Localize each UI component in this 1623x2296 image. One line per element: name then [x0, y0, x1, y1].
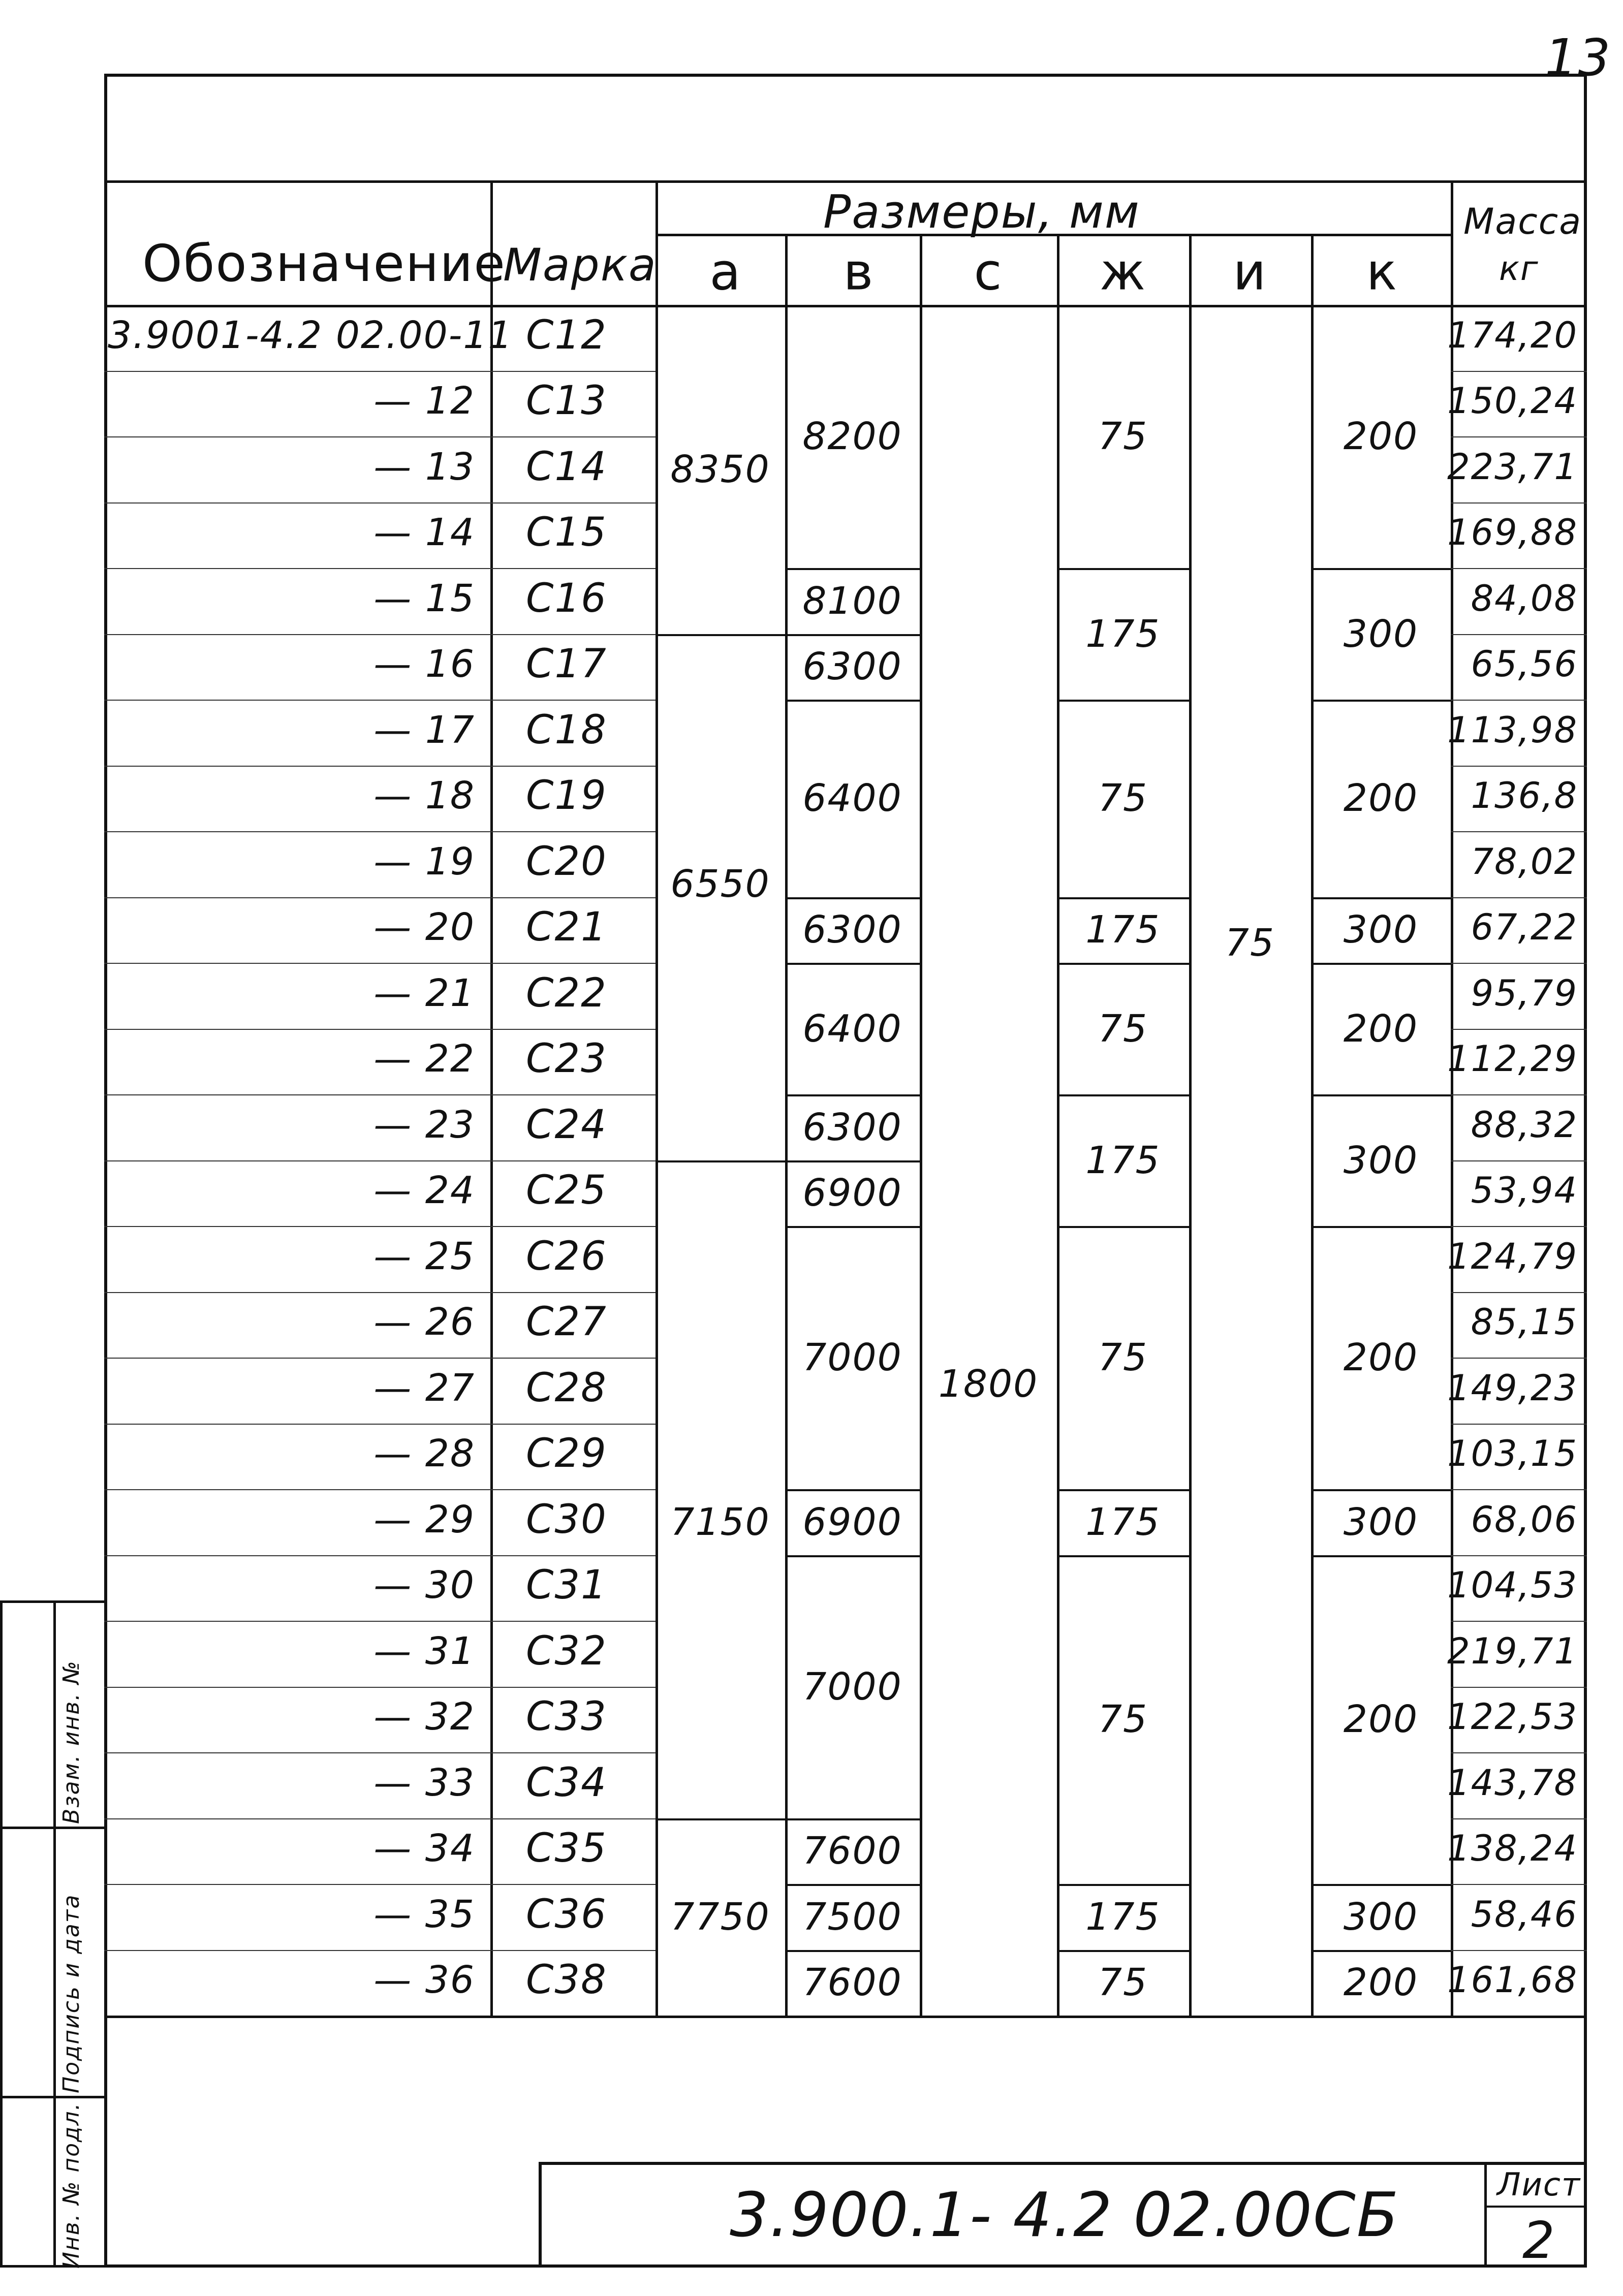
mark-cell: С25 [526, 1168, 607, 1214]
row-line-mark [490, 634, 656, 635]
row-line-mark [490, 1226, 656, 1227]
size-zh-value: 175 [1085, 1500, 1161, 1544]
row-line-designation [104, 1424, 490, 1425]
row-line-mark [490, 1818, 656, 1819]
row-line-designation [104, 436, 490, 437]
mark-cell: С33 [526, 1694, 607, 1740]
mass-cell: 138,24 [1447, 1828, 1578, 1870]
mass-cell: 136,8 [1471, 775, 1578, 817]
designation-cell: — 18 [373, 774, 475, 818]
row-line-designation [104, 1687, 490, 1688]
mark-cell: С16 [526, 575, 607, 621]
designation-cell: — 21 [373, 971, 475, 1015]
size-k-value: 200 [1343, 1336, 1419, 1379]
mark-cell: С17 [526, 641, 607, 687]
row-line-designation [104, 1818, 490, 1819]
size-i-value: 75 [1225, 921, 1275, 965]
size-zh-value: 175 [1085, 1138, 1161, 1182]
designation-cell: — 14 [373, 511, 475, 555]
size-zh-value: 175 [1085, 908, 1161, 952]
row-line-designation [104, 1094, 490, 1095]
row-line-mark [490, 1029, 656, 1030]
merge-line-zh [1057, 700, 1189, 702]
size-a-value: 7750 [670, 1895, 770, 1939]
size-b-value: 6900 [802, 1500, 902, 1544]
size-k-value: 200 [1343, 415, 1419, 458]
row-line-mark [490, 1489, 656, 1490]
size-b-value: 7000 [802, 1664, 902, 1709]
designation-cell: — 12 [373, 379, 475, 423]
row-line-designation [104, 1358, 490, 1359]
row-line-designation [104, 1752, 490, 1753]
size-b-value: 7500 [802, 1895, 902, 1939]
size-b-value: 7600 [802, 1961, 902, 2005]
merge-line-b [785, 700, 920, 702]
row-line-mass [1451, 1292, 1587, 1293]
merge-line-b [785, 1160, 920, 1162]
merge-line-zh [1057, 1226, 1189, 1228]
size-zh-value: 75 [1098, 415, 1148, 458]
designation-cell: — 15 [373, 576, 475, 620]
header-mass: Масса [1463, 201, 1582, 242]
size-b-value: 6300 [802, 645, 902, 689]
merge-line-a [656, 1818, 785, 1820]
merge-line-k [1311, 700, 1451, 702]
size-b-value: 6400 [802, 776, 902, 821]
row-line-mark [490, 700, 656, 701]
merge-line-b [785, 1555, 920, 1557]
column-line-k [1311, 234, 1314, 2016]
designation-cell: — 24 [373, 1169, 475, 1213]
size-a-value: 7150 [670, 1500, 770, 1544]
merge-line-zh [1057, 1884, 1189, 1886]
designation-cell: — 16 [373, 642, 475, 686]
row-line-mark [490, 1160, 656, 1161]
mark-cell: С22 [526, 970, 607, 1016]
size-k-value: 300 [1343, 908, 1419, 952]
designation-cell: — 35 [373, 1892, 475, 1936]
row-line-mass [1451, 1226, 1587, 1227]
mass-cell: 53,94 [1471, 1170, 1578, 1212]
row-line-designation [104, 1029, 490, 1030]
size-b-value: 7600 [802, 1829, 902, 1873]
merge-line-zh [1057, 963, 1189, 965]
mark-cell: С26 [526, 1233, 607, 1279]
header-mark: Марка [503, 239, 657, 291]
row-line-mark [490, 568, 656, 569]
mass-cell: 223,71 [1447, 446, 1578, 488]
mass-cell: 161,68 [1447, 1959, 1578, 2001]
mass-cell: 122,53 [1447, 1696, 1578, 1738]
size-c-value: 1800 [938, 1362, 1039, 1406]
row-line-mass [1451, 1424, 1587, 1425]
column-line-b [785, 234, 788, 2016]
header-mass-unit: кг [1499, 249, 1539, 288]
row-line-mark [490, 436, 656, 437]
row-line-mass [1451, 436, 1587, 437]
row-line-mass [1451, 831, 1587, 832]
mark-cell: С23 [526, 1036, 607, 1082]
row-line-mass [1451, 1160, 1587, 1161]
row-line-mass [1451, 1752, 1587, 1753]
mass-cell: 104,53 [1447, 1564, 1578, 1607]
merge-line-k [1311, 1884, 1451, 1886]
merge-line-b [785, 1226, 920, 1228]
row-line-mass [1451, 634, 1587, 635]
row-line-designation [104, 700, 490, 701]
mass-cell: 149,23 [1447, 1367, 1578, 1409]
size-k-value: 200 [1343, 1697, 1419, 1742]
designation-cell: — 30 [373, 1563, 475, 1608]
row-line-designation [104, 634, 490, 635]
designation-cell: — 36 [373, 1958, 475, 2002]
designation-cell: — 34 [373, 1827, 475, 1871]
size-k-value: 200 [1343, 1007, 1419, 1051]
row-line-designation [104, 1621, 490, 1622]
row-line-mark [490, 502, 656, 504]
row-line-mass [1451, 502, 1587, 504]
merge-line-zh [1057, 1555, 1189, 1557]
side-stamp-label-inv: Инв. № подл. [58, 2102, 84, 2269]
header-bottom-line [104, 305, 1587, 307]
size-zh-value: 75 [1098, 1007, 1148, 1051]
mass-cell: 88,32 [1471, 1104, 1578, 1146]
mass-cell: 169,88 [1447, 512, 1578, 554]
mass-cell: 113,98 [1447, 709, 1578, 751]
merge-line-k [1311, 1950, 1451, 1952]
sheet-label: Лист [1497, 2166, 1581, 2203]
size-zh-value: 75 [1098, 776, 1148, 821]
merge-line-zh [1057, 897, 1189, 899]
size-zh-value: 75 [1098, 1697, 1148, 1742]
mark-cell: С15 [526, 510, 607, 556]
row-line-mass [1451, 963, 1587, 964]
designation-cell: — 33 [373, 1760, 475, 1805]
row-line-mass [1451, 1029, 1587, 1030]
mass-cell: 150,24 [1447, 380, 1578, 422]
mark-cell: С28 [526, 1365, 607, 1411]
mass-cell: 78,02 [1471, 840, 1578, 883]
row-line-designation [104, 1884, 490, 1885]
mass-cell: 65,56 [1471, 643, 1578, 685]
size-zh-value: 175 [1085, 1895, 1161, 1939]
side-stamp [0, 1600, 104, 2268]
row-line-designation [104, 831, 490, 832]
row-line-mark [490, 1094, 656, 1095]
designation-cell: 3.9001-4.2 02.00-11 [108, 313, 513, 357]
merge-line-a [656, 1160, 785, 1162]
designation-cell: — 22 [373, 1037, 475, 1081]
row-line-mass [1451, 568, 1587, 569]
row-line-mass [1451, 1884, 1587, 1885]
row-line-mass [1451, 1621, 1587, 1622]
row-line-mark [490, 1621, 656, 1622]
row-line-mark [490, 371, 656, 372]
mass-cell: 68,06 [1471, 1498, 1578, 1540]
size-b-value: 6400 [802, 1007, 902, 1051]
mass-cell: 219,71 [1447, 1630, 1578, 1672]
merge-line-b [785, 1489, 920, 1491]
size-k-value: 300 [1343, 1500, 1419, 1544]
column-line-c [920, 234, 922, 2016]
row-line-mark [490, 1752, 656, 1753]
row-line-designation [104, 1226, 490, 1227]
merge-line-b [785, 897, 920, 899]
column-line-i [1189, 234, 1192, 2016]
size-b-value: 6300 [802, 908, 902, 952]
mark-cell: С29 [526, 1431, 607, 1477]
row-line-mark [490, 963, 656, 964]
mark-cell: С30 [526, 1496, 607, 1543]
mass-cell: 112,29 [1447, 1038, 1578, 1080]
designation-cell: — 28 [373, 1432, 475, 1476]
row-line-mark [490, 1424, 656, 1425]
column-line-des [490, 180, 493, 2016]
side-stamp-label-sign: Подпись и дата [58, 1894, 84, 2093]
row-line-designation [104, 568, 490, 569]
row-line-mark [490, 1555, 656, 1556]
mass-cell: 143,78 [1447, 1762, 1578, 1804]
row-line-mass [1451, 897, 1587, 898]
size-k-value: 300 [1343, 1895, 1419, 1939]
size-a-value: 6550 [670, 862, 770, 906]
mark-cell: С14 [526, 444, 607, 490]
merge-line-zh [1057, 568, 1189, 570]
size-zh-value: 175 [1085, 612, 1161, 656]
designation-cell: — 27 [373, 1366, 475, 1410]
row-line-mark [490, 831, 656, 832]
header-col-b: в [843, 242, 875, 302]
mark-cell: С35 [526, 1826, 607, 1872]
size-zh-value: 75 [1098, 1336, 1148, 1379]
header-designation: Обозначение [142, 234, 506, 293]
row-line-mass [1451, 371, 1587, 372]
merge-line-b [785, 1094, 920, 1096]
row-line-mark [490, 1950, 656, 1951]
header-col-zh: ж [1099, 242, 1147, 302]
designation-cell: — 32 [373, 1695, 475, 1739]
row-line-mass [1451, 766, 1587, 767]
mark-cell: С31 [526, 1562, 607, 1609]
side-stamp-label-replace: Взам. инв. № [58, 1660, 84, 1824]
size-k-value: 200 [1343, 1961, 1419, 2005]
header-col-i: и [1233, 242, 1267, 302]
designation-cell: — 19 [373, 839, 475, 884]
row-line-designation [104, 1489, 490, 1490]
row-line-designation [104, 1950, 490, 1951]
mark-cell: С24 [526, 1102, 607, 1148]
merge-line-k [1311, 1226, 1451, 1228]
header-col-c: с [974, 242, 1003, 302]
merge-line-k [1311, 1489, 1451, 1491]
row-line-designation [104, 1292, 490, 1293]
merge-line-b [785, 634, 920, 636]
size-b-value: 8100 [802, 579, 902, 623]
merge-line-k [1311, 963, 1451, 965]
size-b-value: 6300 [802, 1105, 902, 1149]
designation-cell: — 29 [373, 1497, 475, 1542]
title-block [539, 2162, 1587, 2268]
mark-cell: С18 [526, 707, 607, 753]
mark-cell: С20 [526, 838, 607, 885]
row-line-mass [1451, 1687, 1587, 1688]
size-k-value: 200 [1343, 776, 1419, 821]
mark-cell: С32 [526, 1628, 607, 1674]
column-line-zh [1057, 234, 1059, 2016]
row-line-designation [104, 897, 490, 898]
mark-cell: С38 [526, 1957, 607, 2003]
row-line-mark [490, 1358, 656, 1359]
mass-cell: 67,22 [1471, 906, 1578, 949]
row-line-mass [1451, 1094, 1587, 1095]
merge-line-k [1311, 568, 1451, 570]
size-a-value: 8350 [670, 447, 770, 491]
merge-line-b [785, 1884, 920, 1886]
row-line-mark [490, 1687, 656, 1688]
merge-line-a [656, 634, 785, 636]
mass-cell: 103,15 [1447, 1433, 1578, 1475]
row-line-designation [104, 1555, 490, 1556]
row-line-mark [490, 897, 656, 898]
merge-line-b [785, 1950, 920, 1952]
row-line-mass [1451, 700, 1587, 701]
row-line-mass [1451, 1555, 1587, 1556]
mark-cell: С12 [526, 312, 607, 358]
designation-cell: — 17 [373, 708, 475, 752]
row-line-mark [490, 766, 656, 767]
mass-cell: 95,79 [1471, 972, 1578, 1014]
size-b-value: 8200 [802, 415, 902, 458]
size-k-value: 300 [1343, 612, 1419, 656]
designation-cell: — 26 [373, 1300, 475, 1344]
header-sizes: Размеры, мм [823, 185, 1140, 239]
merge-line-b [785, 963, 920, 965]
mass-cell: 124,79 [1447, 1235, 1578, 1277]
table-bottom-line [104, 2016, 1587, 2018]
size-b-value: 6900 [802, 1171, 902, 1215]
sheet-number: 2 [1522, 2211, 1556, 2270]
column-line-a [656, 180, 658, 2016]
mark-cell: С36 [526, 1891, 607, 1937]
mark-cell: С21 [526, 904, 607, 951]
size-zh-value: 75 [1098, 1961, 1148, 2005]
mass-cell: 174,20 [1447, 314, 1578, 356]
document-code: 3.900.1- 4.2 02.00СБ [730, 2180, 1400, 2251]
page-number: 13 [1545, 28, 1612, 87]
row-line-mark [490, 1884, 656, 1885]
mass-cell: 85,15 [1471, 1301, 1578, 1343]
size-b-value: 7000 [802, 1336, 902, 1379]
designation-cell: — 25 [373, 1234, 475, 1278]
row-line-mass [1451, 1489, 1587, 1490]
row-line-designation [104, 371, 490, 372]
designation-cell: — 23 [373, 1103, 475, 1147]
row-line-designation [104, 1160, 490, 1161]
merge-line-b [785, 1818, 920, 1820]
merge-line-b [785, 568, 920, 570]
merge-line-k [1311, 1094, 1451, 1096]
row-line-mass [1451, 1358, 1587, 1359]
row-line-designation [104, 963, 490, 964]
merge-line-zh [1057, 1950, 1189, 1952]
row-line-designation [104, 766, 490, 767]
merge-line-k [1311, 1555, 1451, 1557]
header-col-k: к [1366, 242, 1398, 302]
designation-cell: — 13 [373, 445, 475, 489]
size-k-value: 300 [1343, 1138, 1419, 1182]
mass-cell: 58,46 [1471, 1893, 1578, 1935]
row-line-designation [104, 502, 490, 504]
row-line-mass [1451, 1818, 1587, 1819]
row-line-mass [1451, 1950, 1587, 1951]
merge-line-zh [1057, 1489, 1189, 1491]
header-col-a: а [709, 242, 742, 302]
mark-cell: С13 [526, 378, 607, 424]
table-top-line [104, 180, 1587, 183]
designation-cell: — 31 [373, 1629, 475, 1673]
mark-cell: С27 [526, 1299, 607, 1345]
designation-cell: — 20 [373, 905, 475, 950]
mass-cell: 84,08 [1471, 577, 1578, 619]
mark-cell: С19 [526, 773, 607, 819]
merge-line-zh [1057, 1094, 1189, 1096]
row-line-mark [490, 1292, 656, 1293]
mark-cell: С34 [526, 1759, 607, 1806]
merge-line-k [1311, 897, 1451, 899]
